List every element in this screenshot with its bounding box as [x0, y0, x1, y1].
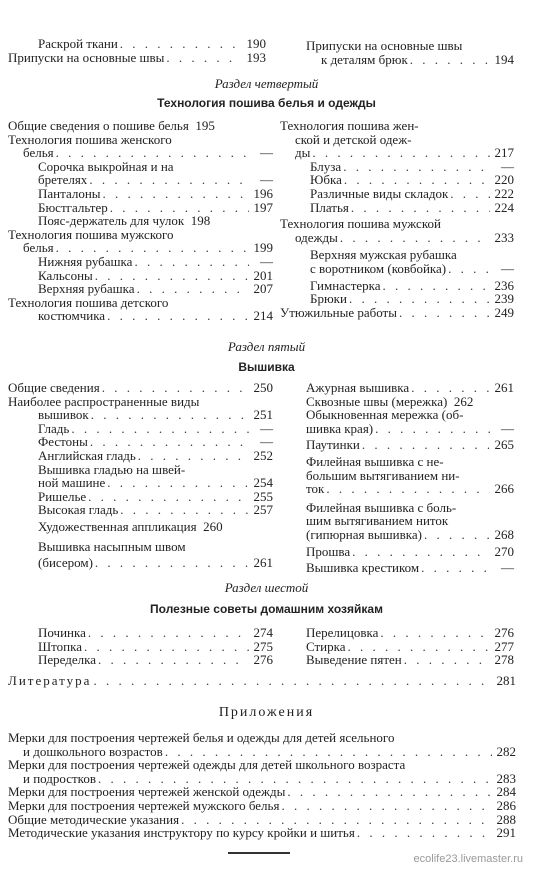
toc-entry-title: Гладь [38, 420, 70, 436]
toc-page: 197 [253, 199, 273, 215]
toc-page: 195 [195, 118, 215, 133]
toc-entry-title: (гипюрная вышивка) [306, 526, 422, 542]
toc-entry-title: Художественная аппликация [38, 518, 197, 534]
toc-entry-title: Прошва [306, 543, 351, 559]
toc-entry-title: Общие методические указания [8, 811, 180, 827]
toc-entry-title: Бюстгальтер [38, 199, 108, 215]
toc-page: 282 [496, 743, 516, 759]
toc-entry-title: ды [295, 145, 311, 161]
toc-page: 222 [494, 185, 514, 201]
toc-entry-title: Паутинки [306, 437, 360, 453]
toc-entry [8, 476, 273, 490]
toc-entry-title: Мерки для построения чертежей мужского белья [8, 797, 280, 813]
toc-entry-line: Технология пошива мужской [280, 216, 441, 232]
toc-entry [8, 381, 273, 395]
toc-entry [8, 435, 273, 449]
toc-dots [91, 408, 249, 422]
toc-entry-line: Мерки для построения чертежей одежды для детей школьного возраста [8, 757, 406, 773]
toc-page: 275 [253, 638, 273, 654]
appendix-heading: Приложения [218, 705, 315, 720]
toc-dots [383, 279, 490, 293]
toc-page: 224 [494, 199, 514, 215]
toc-entry [280, 262, 514, 276]
toc-page: — [260, 420, 273, 436]
toc-entry-title: Блуза [310, 158, 342, 174]
toc-entry [8, 408, 273, 422]
toc-entry-line: Обыкновенная мережка (об- [306, 407, 464, 423]
toc-page: 193 [246, 49, 266, 65]
toc-page: 284 [496, 784, 516, 800]
toc-page: 261 [494, 380, 514, 395]
toc-entry-title: и дошкольного возрастов [23, 743, 163, 759]
toc-entry [280, 231, 514, 245]
toc-page: 260 [203, 518, 223, 534]
toc-entry-line: Филейная вышивка с боль- [306, 499, 457, 515]
toc-page: 291 [496, 825, 516, 841]
toc-dots [348, 640, 490, 654]
toc-dots [326, 482, 490, 496]
toc-entry [280, 306, 514, 320]
toc-entry-title: Брюки [310, 291, 347, 307]
toc-entry [8, 422, 273, 436]
toc-entry-title: Перелицовка [306, 625, 379, 640]
toc-page: 283 [496, 770, 516, 786]
toc-dots [410, 53, 490, 67]
toc-entry [38, 653, 273, 667]
toc-entry [8, 187, 273, 201]
toc-entry-title: Общие сведения о пошиве белья [8, 118, 189, 133]
toc-entry-title: Юбка [310, 172, 342, 188]
toc-page: 233 [494, 229, 514, 245]
toc-entry-title: к деталям брюк [321, 51, 408, 67]
toc-entry-title: шивка края) [306, 420, 374, 436]
toc-entry-title: Английская гладь [38, 447, 136, 463]
toc-entry [8, 813, 516, 827]
toc-entry-title: Ришелье [38, 488, 87, 504]
toc-entry-line: Технология пошива женского [8, 131, 172, 147]
toc-entry [8, 826, 516, 840]
toc-dots [357, 826, 492, 840]
toc-page: 262 [453, 393, 474, 409]
toc-dots [134, 255, 249, 269]
toc-dots [102, 381, 249, 395]
toc-entry-title: Различные виды складок [310, 185, 449, 201]
toc-entry [306, 395, 514, 409]
toc-entry [306, 545, 514, 559]
toc-entry [280, 146, 514, 160]
toc-dots [120, 503, 249, 517]
toc-page: 278 [494, 652, 514, 668]
toc-dots [312, 146, 490, 160]
section-label: Раздел пятый [227, 339, 306, 354]
toc-dots [120, 37, 242, 51]
toc-entry [306, 422, 514, 436]
toc-entry-line: Верхняя мужская рубашка [310, 247, 457, 263]
toc-page: — [260, 434, 273, 450]
toc-page: 270 [494, 543, 514, 559]
toc-dots [404, 653, 490, 667]
toc-dots [98, 772, 492, 786]
toc-dots [103, 187, 249, 201]
toc-entry [8, 503, 273, 517]
toc-dots [110, 201, 249, 215]
toc-entry-title: Выведение пятен [306, 652, 402, 668]
toc-dots [344, 173, 490, 187]
toc-page: 254 [253, 475, 273, 491]
section-label: Раздел шестой [224, 580, 309, 595]
toc-page: — [260, 172, 273, 188]
toc-entry [306, 653, 514, 667]
toc-entry-title: Вышивка крестиком [306, 560, 420, 576]
toc-dots [95, 556, 249, 570]
toc-dots [424, 528, 490, 542]
toc-dots [399, 306, 490, 320]
toc-entry-line: Вышивка гладью на швей- [38, 461, 186, 477]
toc-entry-line: Наиболее распространенные виды [8, 393, 200, 409]
toc-entry [8, 119, 273, 133]
toc-entry-title: (бисером) [38, 555, 93, 571]
toc-dots [375, 422, 490, 436]
toc-entry [8, 51, 266, 65]
toc-dots [56, 146, 249, 160]
toc-entry [280, 160, 514, 174]
end-rule [228, 852, 290, 854]
section6-left-column [38, 626, 273, 667]
toc-dots [349, 292, 490, 306]
toc-entry [306, 528, 514, 542]
toc-entry-title: и подростков [23, 770, 96, 786]
toc-entry [280, 187, 514, 201]
section4-left-column [8, 119, 273, 323]
toc-entry-title: Методические указания инструктору по курсу кройки и шитья [8, 825, 355, 841]
toc-page: 265 [494, 437, 514, 453]
toc-entry [8, 520, 273, 534]
toc-page: 266 [494, 481, 514, 497]
section4-right-column [280, 119, 514, 319]
toc-dots [421, 561, 490, 575]
toc-entry-title: Высокая гладь [38, 502, 119, 518]
toc-entry-title: Гимнастерка [310, 277, 381, 293]
toc-page: 196 [253, 185, 273, 201]
toc-entry-line: Сорочка выкройная и на [38, 158, 174, 174]
toc-page: 268 [494, 526, 514, 542]
toc-page: 277 [494, 638, 514, 654]
toc-page: 288 [496, 811, 516, 827]
toc-entry [8, 146, 273, 160]
toc-dots [352, 545, 490, 559]
toc-page: — [501, 260, 514, 276]
toc-entry-title: Переделка [38, 652, 97, 668]
toc-entry [306, 626, 514, 640]
toc-dots [95, 269, 249, 283]
toc-entry-title: белья [23, 240, 54, 256]
section5-left-column [8, 381, 273, 570]
toc-entry-line: Технология пошива мужского [8, 226, 174, 242]
section-heading: Технология пошива белья и одежды [157, 96, 376, 110]
toc-entry [306, 561, 514, 575]
top-left-column [8, 37, 266, 64]
toc-entry [8, 674, 516, 688]
toc-page: 239 [494, 291, 514, 307]
toc-dots [448, 262, 490, 276]
toc-dots [88, 490, 249, 504]
toc-entry-title: Литература [8, 673, 92, 688]
toc-entry-title: Штопка [38, 638, 82, 654]
toc-entry [8, 785, 516, 799]
section-label: Раздел четвертый [214, 76, 319, 91]
toc-dots [71, 422, 249, 436]
toc-page: 252 [253, 447, 273, 463]
toc-dots [362, 438, 490, 452]
toc-dots [351, 201, 490, 215]
toc-page: 190 [246, 36, 266, 51]
toc-dots [138, 449, 249, 463]
toc-entry [8, 255, 273, 269]
toc-dots [137, 282, 249, 296]
toc-entry-line: ской и детской одеж- [295, 131, 412, 147]
toc-entry [8, 241, 273, 255]
toc-dots [281, 799, 492, 813]
toc-page: 255 [253, 488, 273, 504]
toc-page: 249 [494, 304, 514, 320]
toc-entry [8, 745, 516, 759]
watermark: ecolife23.livemaster.ru [413, 853, 523, 865]
toc-entry [8, 37, 266, 51]
toc-entry-title: Верхняя рубашка [38, 281, 135, 297]
toc-entry-title: Платья [310, 199, 349, 215]
toc-dots [88, 626, 249, 640]
toc-page: — [501, 420, 514, 436]
toc-entry [38, 626, 273, 640]
toc-entry [306, 438, 514, 452]
toc-page: 201 [253, 267, 273, 283]
toc-page: 281 [496, 673, 516, 688]
toc-page: 198 [190, 213, 211, 229]
toc-entry-title: Утюжильные работы [280, 304, 397, 320]
toc-dots [89, 173, 249, 187]
toc-entry [8, 309, 273, 323]
section-heading: Вышивка [238, 360, 295, 374]
toc-dots [343, 160, 490, 174]
toc-dots [340, 231, 490, 245]
toc-entry [8, 490, 273, 504]
toc-entry-title: костюмчика [38, 308, 106, 324]
toc-page: 220 [494, 172, 514, 188]
toc-page: — [260, 253, 273, 269]
toc-page: 257 [253, 502, 273, 518]
toc-entry-title: одежды [295, 229, 338, 245]
toc-page: — [260, 145, 273, 161]
toc-entry [280, 201, 514, 215]
toc-entry [38, 640, 273, 654]
toc-entry [280, 279, 514, 293]
toc-dots [56, 241, 249, 255]
toc-entry-title: Панталоны [38, 185, 101, 201]
toc-entry [8, 269, 273, 283]
toc-entry-title: бретелях [38, 172, 88, 188]
toc-entry-title: с воротником (ковбойка) [310, 260, 447, 276]
toc-entry-title: Кальсоны [38, 267, 93, 283]
toc-entry [8, 201, 273, 215]
toc-entry-line: большим вытягиванием ни- [306, 467, 460, 483]
toc-page: — [501, 560, 514, 576]
toc-entry-title: Ажурная вышивка [306, 380, 410, 395]
toc-dots [90, 435, 249, 449]
toc-entry-title: Стирка [306, 638, 346, 654]
toc-dots [84, 640, 249, 654]
section6-right-column [306, 626, 514, 667]
toc-dots [181, 813, 492, 827]
toc-page: 236 [494, 277, 514, 293]
toc-entry-line: Технология пошива жен- [280, 118, 419, 133]
toc-entry-title: вышивок [38, 407, 89, 423]
toc-entry-title: Фестоны [38, 434, 88, 450]
section5-right-column [306, 381, 514, 575]
toc-entry-title: Нижняя рубашка [38, 253, 133, 269]
toc-entry [8, 556, 273, 570]
toc-dots [166, 51, 242, 65]
toc-page: 276 [253, 652, 273, 668]
toc-entry [306, 482, 514, 496]
toc-dots [287, 785, 492, 799]
toc-entry-title: Сквозные швы (мережка) [306, 393, 448, 409]
toc-entry [306, 381, 514, 395]
toc-page: 250 [253, 380, 273, 395]
top-right-column [306, 39, 514, 66]
toc-page: 199 [253, 240, 273, 256]
toc-entry-line: Припуски на основные швы [306, 38, 463, 53]
section-heading: Полезные советы домашним хозяйкам [150, 602, 383, 616]
toc-dots [107, 476, 249, 490]
toc-entry-title: Починка [38, 625, 86, 640]
toc-entry [280, 173, 514, 187]
toc-dots [450, 187, 490, 201]
toc-entry-title: Общие сведения [8, 380, 100, 395]
toc-entry-line: Мерки для построения чертежей белья и одежды для детей ясельного [8, 730, 395, 745]
toc-entry-line: Филейная вышивка с не- [306, 453, 444, 469]
toc-entry-line: Технология пошива детского [8, 294, 169, 310]
toc-entry-title: ной машине [38, 475, 106, 491]
toc-entry-title: Пояс-держатель для чулок [38, 213, 185, 229]
toc-page: — [501, 158, 514, 174]
toc-entry [306, 640, 514, 654]
toc-entry [8, 214, 273, 228]
toc-dots [98, 653, 249, 667]
toc-dots [93, 674, 492, 688]
toc-page: 261 [253, 555, 273, 571]
toc-entry-title: ток [306, 481, 325, 497]
toc-entry [8, 282, 273, 296]
toc-entry-line: шим вытягиванием ниток [306, 513, 449, 529]
toc-dots [411, 381, 490, 395]
toc-entry-title: Мерки для построения чертежей женской одежды [8, 784, 286, 800]
toc-page: 286 [496, 797, 516, 813]
toc-dots [107, 309, 249, 323]
toc-page: 251 [253, 407, 273, 423]
toc-entry [8, 772, 516, 786]
toc-entry-title: Раскрой ткани [38, 36, 118, 51]
toc-page: 207 [253, 281, 273, 297]
toc-entry [8, 799, 516, 813]
toc-entry [8, 449, 273, 463]
toc-entry [8, 173, 273, 187]
toc-entry-title: белья [23, 145, 54, 161]
toc-entry-title: Припуски на основные швы [8, 49, 165, 65]
toc-page: 217 [494, 145, 514, 161]
toc-page: 214 [253, 308, 273, 324]
toc-page: 274 [253, 625, 273, 640]
toc-dots [165, 745, 492, 759]
toc-entry [306, 53, 514, 67]
literature-entry [8, 674, 516, 688]
toc-entry [280, 292, 514, 306]
toc-dots [380, 626, 490, 640]
toc-page: 276 [494, 625, 514, 640]
toc-page: 194 [494, 51, 514, 67]
appendix-list [8, 731, 516, 840]
toc-entry-line: Вышивка насыпным швом [38, 538, 186, 554]
